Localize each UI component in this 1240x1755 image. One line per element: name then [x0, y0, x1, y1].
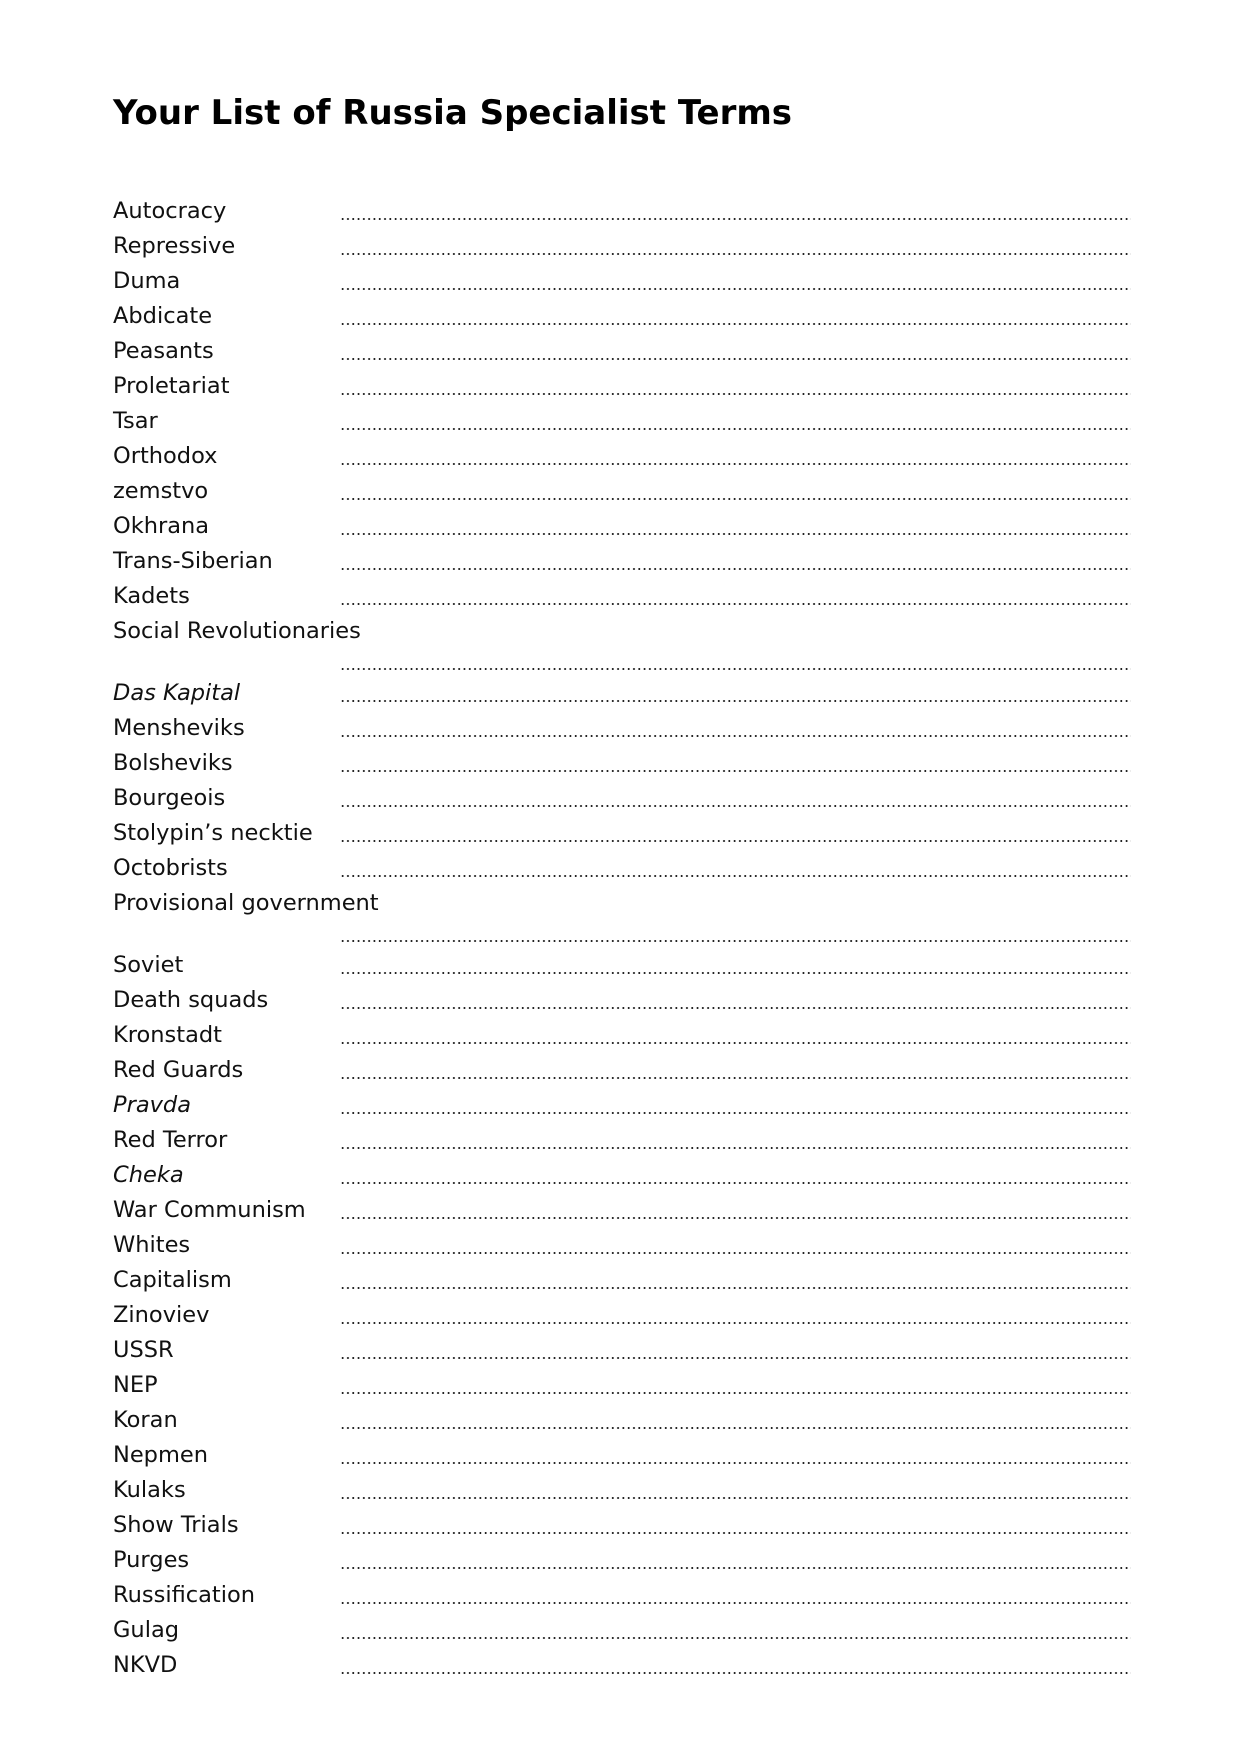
answer-dotted-line[interactable]: [340, 544, 1131, 579]
term-label: Das Kapital: [113, 680, 241, 706]
term-label: Cheka: [113, 1162, 184, 1188]
term-label: Mensheviks: [113, 715, 245, 741]
answer-dotted-line[interactable]: [340, 1088, 1131, 1123]
term-label: Peasants: [113, 338, 214, 364]
term-label: zemstvo: [113, 478, 209, 504]
term-label: Death squads: [113, 987, 269, 1013]
term-row-proletariat: [113, 369, 1131, 404]
term-label: Capitalism: [113, 1267, 232, 1293]
term-label: NEP: [113, 1372, 158, 1398]
term-row-zemstvo: [113, 474, 1131, 509]
answer-dotted-line[interactable]: [340, 404, 1131, 439]
answer-dotted-line[interactable]: [340, 1578, 1131, 1613]
page-title: Your List of Russia Specialist Terms: [113, 93, 793, 133]
term-row-pravda: [113, 1088, 1131, 1123]
term-row-autocracy: [113, 194, 1131, 229]
term-label: Social Revolutionaries: [113, 618, 361, 644]
term-label: Trans-Siberian: [113, 548, 273, 574]
term-row-gulag: [113, 1613, 1131, 1648]
term-label: War Communism: [113, 1197, 306, 1223]
answer-dotted-line[interactable]: [340, 1298, 1131, 1333]
term-row-orthodox: [113, 439, 1131, 474]
term-label: Bolsheviks: [113, 750, 233, 776]
answer-dotted-line[interactable]: [340, 781, 1131, 816]
term-row-ussr: [113, 1333, 1131, 1368]
answer-dotted-line[interactable]: [340, 1508, 1131, 1543]
term-row-war-communism: [113, 1193, 1131, 1228]
term-row-okhrana: [113, 509, 1131, 544]
answer-dotted-line[interactable]: [340, 334, 1131, 369]
term-label: Zinoviev: [113, 1302, 210, 1328]
answer-dotted-line[interactable]: [340, 948, 1131, 983]
term-row-peasants: [113, 334, 1131, 369]
term-row-duma: [113, 264, 1131, 299]
term-row-abdicate: [113, 299, 1131, 334]
term-row-provisional-government: [113, 886, 1131, 921]
term-row-red-terror: [113, 1123, 1131, 1158]
term-row-nepmen: [113, 1438, 1131, 1473]
answer-dotted-line[interactable]: [340, 1368, 1131, 1403]
term-label: Proletariat: [113, 373, 230, 399]
term-row-bolsheviks: [113, 746, 1131, 781]
term-row-zinoviev: [113, 1298, 1131, 1333]
term-row-red-guards: [113, 1053, 1131, 1088]
answer-dotted-line[interactable]: [340, 746, 1131, 781]
term-label: Stolypin’s necktie: [113, 820, 313, 846]
term-label: USSR: [113, 1337, 174, 1363]
term-label: Orthodox: [113, 443, 218, 469]
term-row-koran: [113, 1403, 1131, 1438]
term-row-stolypin-s-necktie: [113, 816, 1131, 851]
term-row-capitalism: [113, 1263, 1131, 1298]
term-label: Koran: [113, 1407, 178, 1433]
answer-dotted-line[interactable]: [340, 509, 1131, 544]
answer-dotted-line[interactable]: [340, 1018, 1131, 1053]
term-row-repressive: [113, 229, 1131, 264]
answer-dotted-line[interactable]: [340, 816, 1131, 851]
term-row-purges: [113, 1543, 1131, 1578]
answer-dotted-line[interactable]: [340, 1123, 1131, 1158]
answer-dotted-line[interactable]: [340, 1613, 1131, 1648]
term-label: Red Terror: [113, 1127, 228, 1153]
answer-dotted-line[interactable]: [340, 1403, 1131, 1438]
answer-dotted-line[interactable]: [340, 1648, 1131, 1683]
term-row-tsar: [113, 404, 1131, 439]
answer-dotted-line[interactable]: [340, 439, 1131, 474]
answer-dotted-line[interactable]: [340, 1543, 1131, 1578]
answer-dotted-line[interactable]: [340, 1263, 1131, 1298]
answer-dotted-line[interactable]: [340, 1158, 1131, 1193]
term-row-kulaks: [113, 1473, 1131, 1508]
answer-dotted-line[interactable]: [340, 676, 1131, 711]
term-answer-row-provisional-government: [113, 921, 1131, 948]
answer-dotted-line[interactable]: [340, 229, 1131, 264]
answer-dotted-line[interactable]: [340, 983, 1131, 1018]
term-label: Bourgeois: [113, 785, 226, 811]
answer-dotted-line[interactable]: [340, 369, 1131, 404]
term-row-mensheviks: [113, 711, 1131, 746]
answer-dotted-line[interactable]: [340, 649, 1131, 676]
answer-dotted-line[interactable]: [340, 851, 1131, 886]
term-label: Nepmen: [113, 1442, 208, 1468]
term-row-das-kapital: [113, 676, 1131, 711]
term-label: Gulag: [113, 1617, 180, 1643]
term-label: Purges: [113, 1547, 190, 1573]
answer-dotted-line[interactable]: [340, 299, 1131, 334]
terms-list: [113, 194, 1131, 1683]
answer-dotted-line[interactable]: [340, 1333, 1131, 1368]
term-label: Pravda: [113, 1092, 191, 1118]
term-label: Tsar: [113, 408, 158, 434]
term-label: Kulaks: [113, 1477, 186, 1503]
answer-dotted-line[interactable]: [340, 921, 1131, 948]
term-label: Kadets: [113, 583, 190, 609]
term-row-kadets: [113, 579, 1131, 614]
term-answer-row-social-revolutionaries: [113, 649, 1131, 676]
term-row-soviet: [113, 948, 1131, 983]
term-row-trans-siberian: [113, 544, 1131, 579]
term-label: Octobrists: [113, 855, 228, 881]
term-row-nep: [113, 1368, 1131, 1403]
term-row-kronstadt: [113, 1018, 1131, 1053]
answer-dotted-line[interactable]: [340, 194, 1131, 229]
term-label: Show Trials: [113, 1512, 239, 1538]
term-label: Repressive: [113, 233, 236, 259]
term-label: Red Guards: [113, 1057, 244, 1083]
term-row-russification: [113, 1578, 1131, 1613]
answer-dotted-line[interactable]: [340, 474, 1131, 509]
term-label: Abdicate: [113, 303, 213, 329]
term-row-nkvd: [113, 1648, 1131, 1683]
term-row-cheka: [113, 1158, 1131, 1193]
term-label: NKVD: [113, 1652, 178, 1678]
term-label: Duma: [113, 268, 181, 294]
term-row-bourgeois: [113, 781, 1131, 816]
term-row-social-revolutionaries: [113, 614, 1131, 649]
answer-dotted-line[interactable]: [340, 1228, 1131, 1263]
term-row-whites: [113, 1228, 1131, 1263]
term-label: Whites: [113, 1232, 191, 1258]
term-label: Okhrana: [113, 513, 210, 539]
answer-dotted-line[interactable]: [340, 264, 1131, 299]
term-label: Kronstadt: [113, 1022, 222, 1048]
answer-dotted-line[interactable]: [340, 711, 1131, 746]
answer-dotted-line[interactable]: [340, 1473, 1131, 1508]
answer-dotted-line[interactable]: [340, 579, 1131, 614]
answer-dotted-line[interactable]: [340, 1193, 1131, 1228]
answer-dotted-line[interactable]: [340, 1053, 1131, 1088]
term-label: Provisional government: [113, 890, 379, 916]
term-label: Soviet: [113, 952, 184, 978]
term-label: Autocracy: [113, 198, 227, 224]
term-row-show-trials: [113, 1508, 1131, 1543]
term-row-octobrists: [113, 851, 1131, 886]
term-label: Russification: [113, 1582, 256, 1608]
term-row-death-squads: [113, 983, 1131, 1018]
answer-dotted-line[interactable]: [340, 1438, 1131, 1473]
